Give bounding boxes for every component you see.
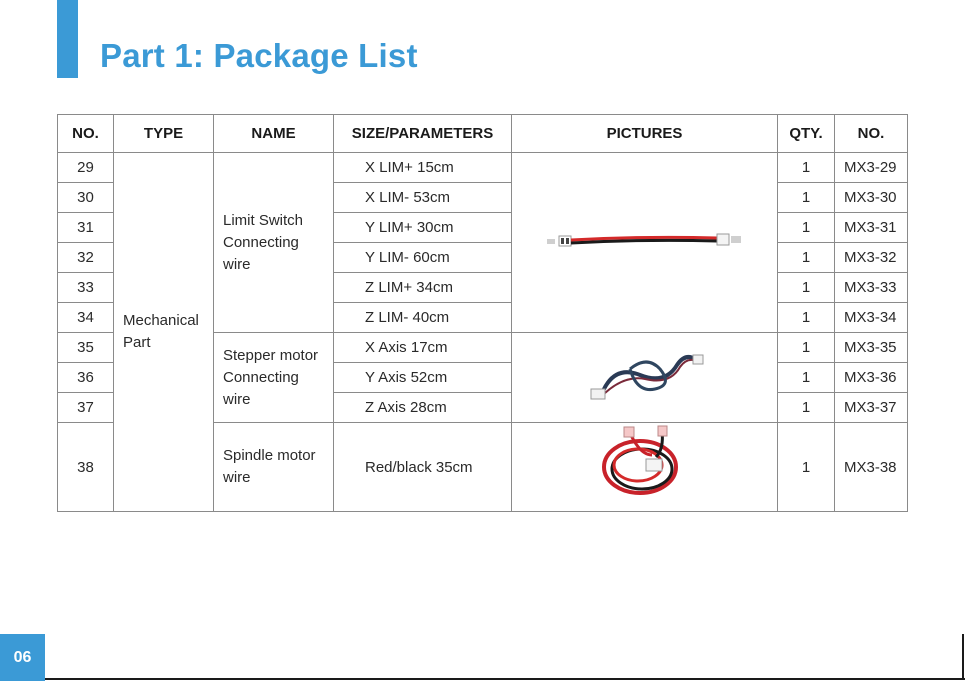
row-qty: 1 (778, 273, 835, 303)
page-number-badge: 06 (0, 634, 45, 681)
footer-corner-line (962, 634, 964, 680)
footer-divider (45, 678, 965, 680)
row-qty: 1 (778, 363, 835, 393)
row-code: MX3-32 (835, 243, 908, 273)
row-size: X Axis 17cm (334, 333, 512, 363)
picture-cell (512, 423, 778, 512)
title-accent-bar (57, 0, 78, 78)
group-name-cell (214, 333, 334, 423)
row-no: 30 (58, 183, 114, 213)
row-code: MX3-33 (835, 273, 908, 303)
header-name: NAME (214, 115, 334, 153)
picture-cell (512, 333, 778, 423)
group-name: Limit Switch Connecting wire (223, 211, 304, 273)
row-size: Z LIM+ 34cm (334, 273, 512, 303)
table-header-row (58, 115, 908, 153)
type-cell (114, 153, 214, 512)
group-name: Stepper motor Connecting wire (223, 346, 319, 408)
row-size: Z Axis 28cm (334, 393, 512, 423)
row-code: MX3-35 (835, 333, 908, 363)
package-list-table (57, 114, 908, 512)
row-no: 34 (58, 303, 114, 333)
row-size: Y LIM+ 30cm (334, 213, 512, 243)
row-size: Y Axis 52cm (334, 363, 512, 393)
row-no: 29 (58, 153, 114, 183)
row-qty: 1 (778, 213, 835, 243)
row-code: MX3-37 (835, 393, 908, 423)
header-qty: QTY. (778, 115, 835, 153)
header-pictures: PICTURES (512, 115, 778, 153)
group-name-cell (214, 153, 334, 333)
row-no: 35 (58, 333, 114, 363)
row-code: MX3-36 (835, 363, 908, 393)
row-size: X LIM- 53cm (334, 183, 512, 213)
header-no: NO. (58, 115, 114, 153)
row-size: Y LIM- 60cm (334, 243, 512, 273)
row-size: Red/black 35cm (334, 423, 512, 512)
row-code: MX3-31 (835, 213, 908, 243)
header-code: NO. (835, 115, 908, 153)
row-code: MX3-34 (835, 303, 908, 333)
limit-switch-wire-image (545, 226, 745, 256)
row-code: MX3-38 (835, 423, 908, 512)
row-size: X LIM+ 15cm (334, 153, 512, 183)
row-no: 38 (58, 423, 114, 512)
row-qty: 1 (778, 393, 835, 423)
row-no: 37 (58, 393, 114, 423)
header-type: TYPE (114, 115, 214, 153)
header-size: SIZE/PARAMETERS (334, 115, 512, 153)
group-name-cell (214, 423, 334, 512)
row-no: 33 (58, 273, 114, 303)
table-row (58, 153, 908, 183)
stepper-wire-image (585, 345, 705, 407)
row-qty: 1 (778, 333, 835, 363)
row-no: 32 (58, 243, 114, 273)
row-qty: 1 (778, 423, 835, 512)
row-qty: 1 (778, 183, 835, 213)
spindle-wire-image (590, 425, 700, 505)
type-label: Mechanical Part (123, 312, 199, 351)
row-code: MX3-30 (835, 183, 908, 213)
group-name: Spindle motor wire (223, 447, 316, 486)
row-size: Z LIM- 40cm (334, 303, 512, 333)
row-qty: 1 (778, 153, 835, 183)
row-no: 36 (58, 363, 114, 393)
picture-cell (512, 153, 778, 333)
row-no: 31 (58, 213, 114, 243)
row-code: MX3-29 (835, 153, 908, 183)
row-qty: 1 (778, 303, 835, 333)
page-title: Part 1: Package List (100, 37, 418, 74)
row-qty: 1 (778, 243, 835, 273)
